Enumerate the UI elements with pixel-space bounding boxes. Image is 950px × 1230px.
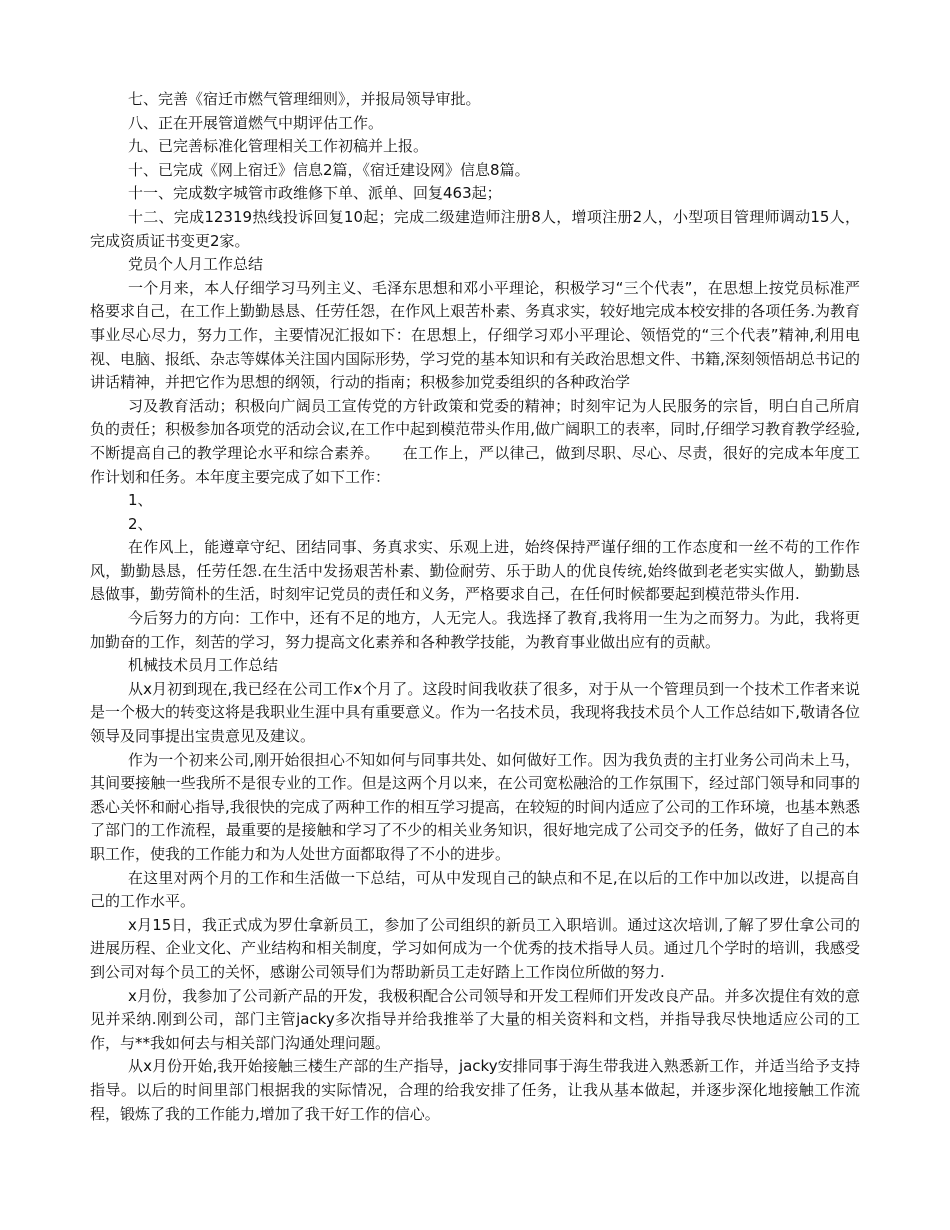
paragraph: 在这里对两个月的工作和生活做一下总结，可从中发现自己的缺点和不足,在以后的工作中加以改进，以提高自己的工作水平。 xyxy=(90,868,860,911)
section-heading: 机械技术员月工作总结 xyxy=(128,656,279,675)
list-item: 1、 xyxy=(128,491,153,510)
paragraph: 今后努力的方向：工作中，还有不足的地方，人无完人。我选择了教育,我将用一生为之而努力。为此，我将更加勤奋的工作，刻苦的学习，努力提高文化素养和各种教学技能，为教育事业做出应有的贡献。 xyxy=(90,609,860,651)
paragraph: 作为一个初来公司,刚开始很担心不知如何与同事共处、如何做好工作。因为我负责的主打业务公司尚未上马，其间要接触一些我所不是很专业的工作。但是这两个月以来，在公司宽松融洽的工作氛围下，经过部门领导和同事的悉心关怀和耐心指导,我很快的完成了两种工作的相互学习提高，在较短的时间内适应了公司的工作环境，也基本熟悉了部门的工作流程，最重要的是接触和学习了不少的相关业务知识，很好地完成了公司交予的任务，做好了自己的本职工作，使我的工作能力和为人处世方面都取得了不小的进步。 xyxy=(90,750,860,863)
paragraph: 八、正在开展管道燃气中期评估工作。 xyxy=(128,113,384,132)
paragraph: x月15日，我正式成为罗仕拿新员工，参加了公司组织的新员工入职培训。通过这次培训,了解了罗仕拿公司的进展历程、企业文化、产业结构和相关制度，学习如何成为一个优秀的技术指导人员。通过几个学时的培训，我感受到公司对每个员工的关怀，感谢公司领导们为帮助新员工走好踏上工作岗位所做的努力. xyxy=(90,915,860,981)
paragraph: 十一、完成数字城管市政维修下单、派单、回复463起； xyxy=(128,184,502,203)
paragraph: 从x月份开始,我开始接触三楼生产部的生产指导，jacky安排同事于海生带我进入熟悉新工作，并适当给予支持指导。以后的时间里部门根据我的实际情况，合理的给我安排了任务，让我从基本做起，并逐步深化地接触工作流程，锻炼了我的工作能力,增加了我干好工作的信心。 xyxy=(90,1057,860,1123)
paragraph: 十、已完成《网上宿迁》信息2篇，《宿迁建设网》信息8篇。 xyxy=(128,160,530,179)
paragraph: 在作风上，能遵章守纪、团结同事、务真求实、乐观上进，始终保持严谨仔细的工作态度和一丝不苟的工作作风，勤勤恳恳，任劳任怨.在生活中发扬艰苦朴素、勤俭耐劳、乐于助人的优良传统,始终做到老老实实做人，勤勤恳恳做事，勤劳简朴的生活，时刻牢记党员的责任和义务，严格要求自己，在任何时候都要起到模范带头作用. xyxy=(90,538,860,604)
paragraph: x月份，我参加了公司新产品的开发，我极积配合公司领导和开发工程师们开发改良产品。并多次提住有效的意见并采纳.刚到公司，部门主管jacky多次指导并给我推举了大量的相关资料和文档，并指导我尽快地适应公司的工作，与**我如何去与相关部门沟通处理问题。 xyxy=(90,986,860,1052)
paragraph: 从x月初到现在,我已经在公司工作x个月了。这段时间我收获了很多，对于从一个管理员到一个技术工作者来说是一个极大的转变这将是我职业生涯中具有重要意义。作为一名技术员，我现将我技术员个人工作总结如下,敬请各位领导及同事提出宝贵意见及建议。 xyxy=(90,679,860,746)
list-item: 2、 xyxy=(128,514,153,533)
paragraph: 七、完善《宿迁市燃气管理细则》，并报局领导审批。 xyxy=(128,90,481,108)
section-heading: 党员个人月工作总结 xyxy=(128,255,264,274)
document-body xyxy=(90,88,860,1126)
paragraph: 习及教育活动；积极向广阔员工宣传党的方针政策和党委的精神；时刻牢记为人民服务的宗旨，明白自己所肩负的责任；积极参加各项党的活动会议,在工作中起到模范带头作用,做广阔职工的表率，同时,仔细学习教育教学经验,不断提高自己的教学理论水平和综合素养。 在工作上，严以律己，做到尽职、尽心、尽责，很好的完成本年度工作计划和任务。本年度主要完成了如下工作： xyxy=(90,396,860,486)
paragraph: 十二、完成12319热线投诉回复10起；完成二级建造师注册8人，增项注册2人，小型项目管理师调动15人，完成资质证书变更2家。 xyxy=(90,207,860,250)
paragraph: 九、已完善标准化管理相关工作初稿并上报。 xyxy=(128,137,429,156)
paragraph: 一个月来，本人仔细学习马列主义、毛泽东思想和邓小平理论，积极学习“三个代表”，在思想上按党员标准严格要求自己，在工作上勤勤恳恳、任劳任怨，在作风上艰苦朴素、务真求实，较好地完成本校安排的各项任务.为教育事业尽心尽力，努力工作，主要情况汇报如下：在思想上，仔细学习邓小平理论、领悟党的“三个代表”精神,利用电视、电脑、报纸、杂志等媒体关注国内国际形势，学习党的基本知识和有关政治思想文件、书籍,深刻领悟胡总书记的讲话精神，并把它作为思想的纲领，行动的指南；积极参加党委组织的各种政治学 xyxy=(90,278,860,392)
